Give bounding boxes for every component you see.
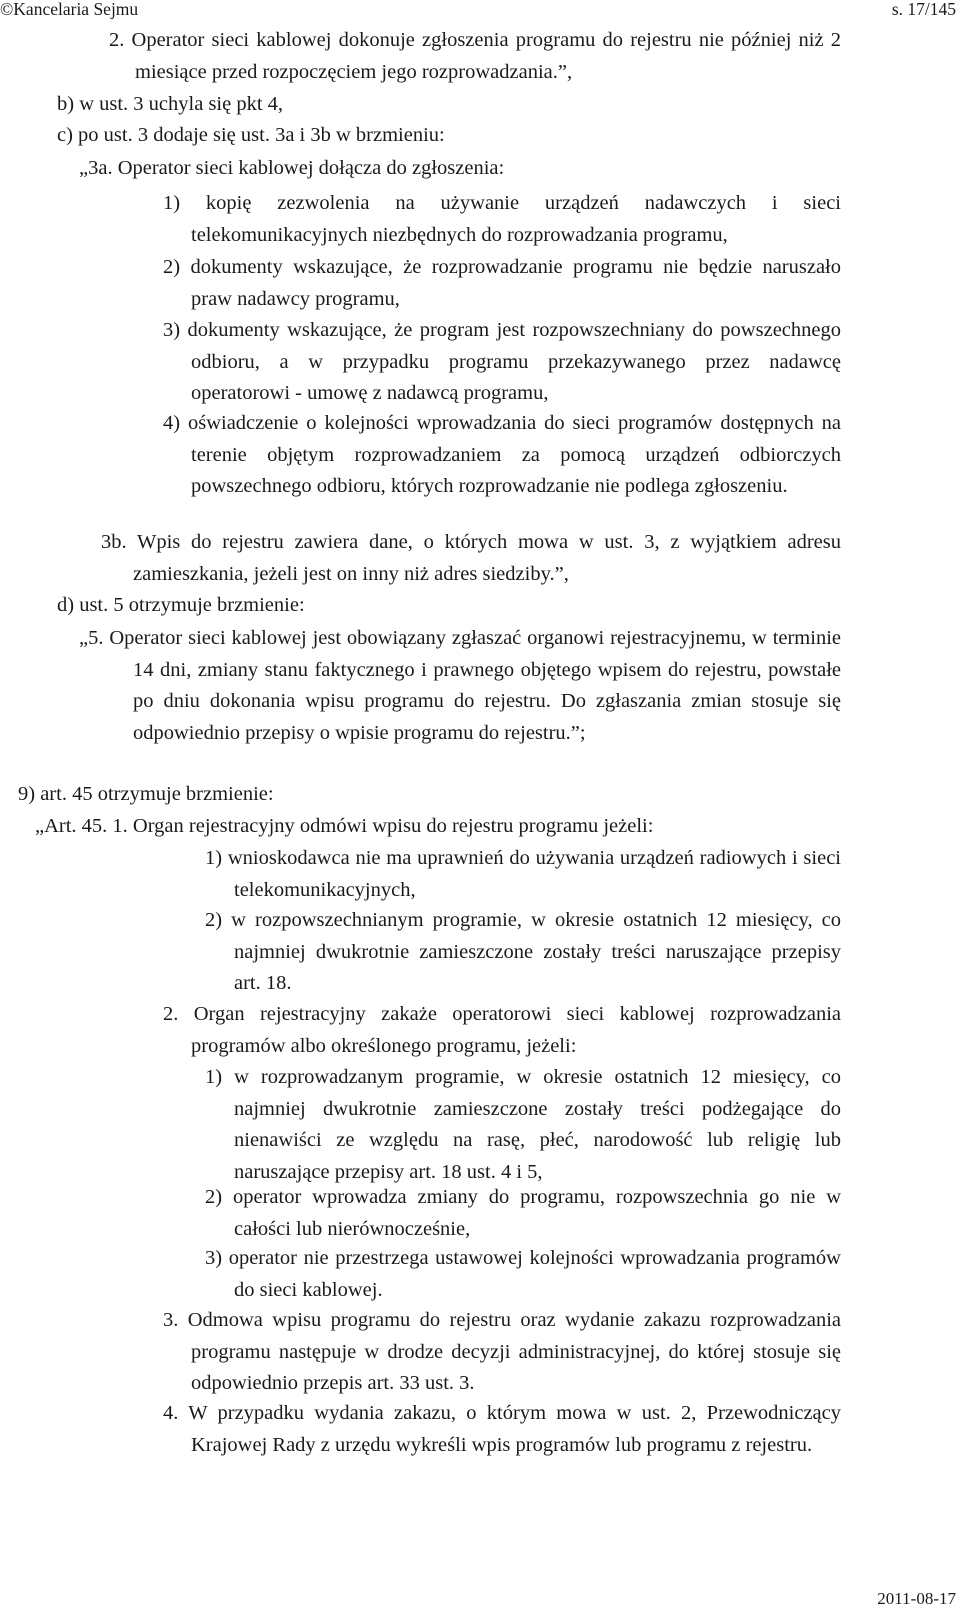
point-b: b) w ust. 3 uchyla się pkt 4, [57, 93, 284, 115]
article-45-intro: „Art. 45. 1. Organ rejestracyjny odmówi wpisu do rejestru programu jeżeli: [35, 815, 654, 837]
article-45-4: 4. W przypadku wydania zakazu, o którym mowa w ust. 2, Przewodniczący Krajowej Rady z urzędu wykreśli wpis programów lub programu z rejestru. [163, 1402, 841, 1456]
paragraph-3a-intro: „3a. Operator sieci kablowej dołącza do zgłoszenia: [79, 157, 505, 179]
point-c: c) po ust. 3 dodaje się ust. 3a i 3b w brzmieniu: [57, 124, 445, 146]
item-45-1-2: 2) w rozpowszechnianym programie, w okresie ostatnich 12 miesięcy, co najmniej dwukrotnie zamieszczone zostały treści naruszające przepisy art. 18. [205, 909, 841, 994]
paragraph-5: „5. Operator sieci kablowej jest obowiązany zgłaszać organowi rejestracyjnemu, w terminie 14 dni, zmiany stanu faktycznego i prawnego objętego wpisem do rejestru, powstałe po dniu dokonania wpisu programu do rejestru. Do zgłaszania zmian stosuje się odpowiednio przepisy o wpisie programu do rejestru.”; [79, 627, 841, 744]
item-3a-2: 2) dokumenty wskazujące, że rozprowadzanie programu nie będzie naruszało praw nadawcy programu, [163, 256, 841, 310]
point-d: d) ust. 5 otrzymuje brzmienie: [57, 594, 305, 616]
item-3a-4: 4) oświadczenie o kolejności wprowadzania do sieci programów dostępnych na terenie objętym rozprowadzaniem za pomocą urządzeń odbiorczych powszechnego odbioru, których rozprowadzanie nie podlega zgłoszeniu. [163, 412, 841, 497]
footer-date: 2011-08-17 [877, 1589, 956, 1608]
page-number: s. 17/145 [891, 0, 956, 19]
item-45-1-1: 1) wnioskodawca nie ma uprawnień do używania urządzeń radiowych i sieci telekomunikacyjnych, [205, 847, 841, 901]
copyright-header: ©Kancelaria Sejmu [0, 0, 139, 19]
paragraph-operator-deadline: 2. Operator sieci kablowej dokonuje zgłoszenia programu do rejestru nie później niż 2 miesiące przed rozpoczęciem jego rozprowadzania.”, [109, 29, 841, 83]
item-45-2-2: 2) operator wprowadza zmiany do programu, rozpowszechnia go nie w całości lub nierównocześnie, [205, 1186, 841, 1240]
paragraph-3b: 3b. Wpis do rejestru zawiera dane, o których mowa w ust. 3, z wyjątkiem adresu zamieszkania, jeżeli jest on inny niż adres siedziby.”, [101, 531, 841, 585]
item-45-2-3: 3) operator nie przestrzega ustawowej kolejności wprowadzania programów do sieci kablowej. [205, 1247, 841, 1301]
item-3a-1: 1) kopię zezwolenia na używanie urządzeń nadawczych i sieci telekomunikacyjnych niezbędnych do rozprowadzania programu, [163, 192, 841, 246]
item-45-2-1: 1) w rozprowadzanym programie, w okresie ostatnich 12 miesięcy, co najmniej dwukrotnie zamieszczone zostały treści podżegające do nienawiści ze względu na rasę, płeć, narodowość lub religię lub naruszające przepisy art. 18 ust. 4 i 5, [205, 1066, 841, 1183]
point-9: 9) art. 45 otrzymuje brzmienie: [18, 783, 274, 805]
article-45-2: 2. Organ rejestracyjny zakaże operatorowi sieci kablowej rozprowadzania programów albo określonego programu, jeżeli: [163, 1003, 841, 1057]
article-45-3: 3. Odmowa wpisu programu do rejestru oraz wydanie zakazu rozprowadzania programu następuje w drodze decyzji administracyjnej, do której stosuje się odpowiednio przepis art. 33 ust. 3. [163, 1309, 841, 1394]
item-3a-3: 3) dokumenty wskazujące, że program jest rozpowszechniany do powszechnego odbioru, a w przypadku programu przekazywanego przez nadawcę operatorowi - umowę z nadawcą programu, [163, 319, 841, 404]
